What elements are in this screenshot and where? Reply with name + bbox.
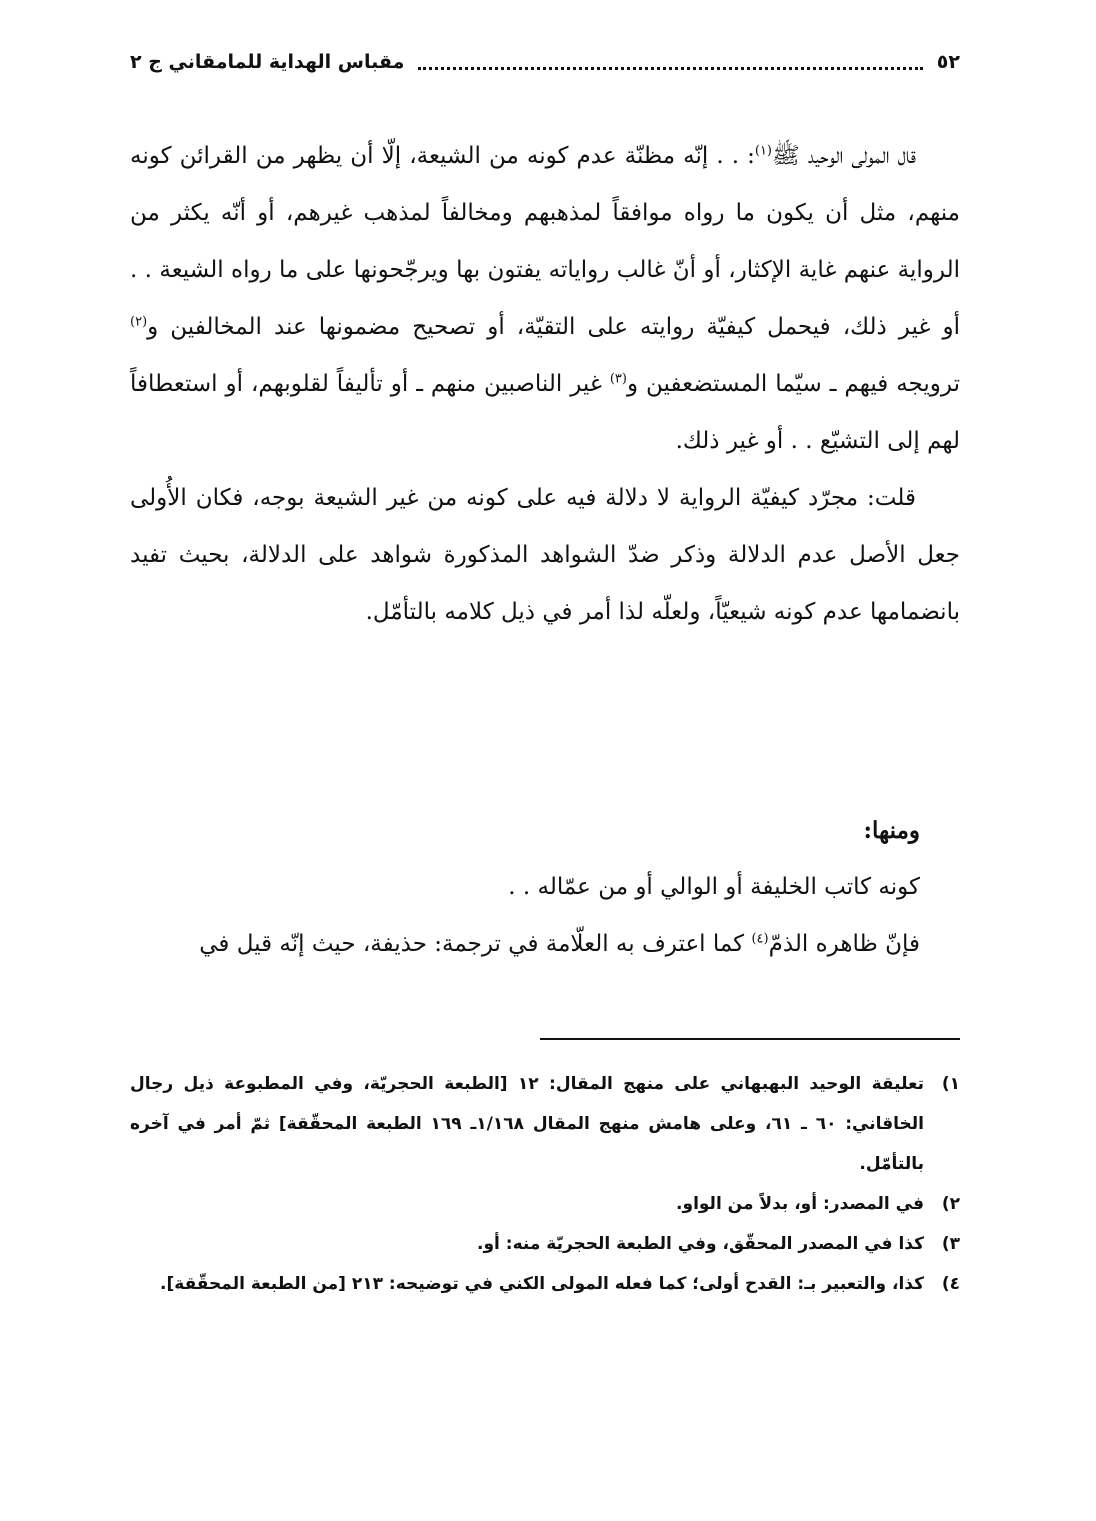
page-number: ٥٢: [936, 51, 960, 73]
paragraph-quote: [130, 128, 960, 470]
paragraph-comment: قلت: مجرّد كيفيّة الرواية لا دلالة فيه على كونه من غير الشيعة بوجه، فكان الأُولى جعل الأصل عدم الدلالة وذكر ضدّ الشواهد المذكورة شواهد على الدلالة، بحيث تفيد بانضمامها عدم كونه شيعيّاً، ولعلّه لذا أمر في ذيل كلامه بالتأمّل.: [130, 485, 960, 625]
footnote-ref[interactable]: (١): [754, 143, 772, 159]
footnote-text: كذا، والتعبير بـ: القدح أولى؛ كما فعله المولى الكني في توضيحه: ٢١٣ [من الطبعة المحقّقة].: [160, 1274, 924, 1294]
section-line: كونه كاتب الخليفة أو الوالي أو من عمّاله . .: [508, 874, 920, 900]
header-dot-leader: [418, 67, 922, 70]
footnote-item: [130, 1064, 960, 1184]
footnote-text: تعليقة الوحيد البهبهاني على منهج المقال: ١٢ [الطبعة الحجريّة، وفي المطبوعة ذيل رجال الخاقاني: ٦٠ ـ ٦١، وعلى هامش منهج المقال ١/١٦٨ـ ١٦٩ الطبعة المحقّقة] ثمّ أمر في آخره بالتأمّل.: [130, 1074, 925, 1174]
text-run: قال المولى الوحيد ﷺ: [772, 143, 916, 169]
text-run: فإنّ ظاهره الذمّ: [768, 931, 920, 957]
footnote-text: في المصدر: أو، بدلاً من الواو.: [676, 1194, 924, 1214]
text-run: غير الناصبين منهم ـ أو تأليفاً لقلوبهم، أو استعطافاً لهم إلى التشيّع . . أو غير ذلك.: [130, 371, 960, 454]
footnote-item: [130, 1264, 960, 1304]
book-title: مقباس الهداية للمامقاني ج ٢: [130, 51, 405, 73]
footnote-number: ٢): [941, 1194, 960, 1214]
footnote-item: [130, 1184, 960, 1224]
footnote-text: كذا في المصدر المحقّق، وفي الطبعة الحجريّة منه: أو.: [477, 1234, 924, 1254]
section-block: [130, 802, 960, 973]
running-header: [130, 42, 960, 82]
footnote-number: ٣): [941, 1234, 960, 1254]
section-line: [130, 916, 960, 973]
footnote-number: ١): [941, 1074, 960, 1094]
footnote-ref[interactable]: (٣): [609, 371, 627, 387]
footnote-item: [130, 1224, 960, 1264]
footnotes: [130, 1064, 960, 1304]
text-run: ترويجه فيهم ـ سيّما المستضعفين و: [626, 371, 960, 397]
text-run: : . . إنّه مظنّة عدم كونه من الشيعة، إلّا أن يظهر من القرائن كونه منهم، مثل أن يكون ما رواه موافقاً لمذهبهم ومخالفاً لمذهب غيرهم، أو أنّه يكثر من الرواية عنهم غاية الإكثار، أو أنّ غالب رواياته يفتون بها ويرجّحونها على ما رواه الشيعة . . أو غير ذلك، فيحمل كيفيّة روايته على التقيّة، أو تصحيح مضمونها عند المخالفين و: [130, 143, 960, 340]
text-run: كما اعترف به العلّامة في ترجمة: حذيفة، حيث إنّه قيل في: [199, 931, 752, 957]
footnote-number: ٤): [941, 1274, 960, 1294]
main-text: [130, 128, 960, 641]
footnote-ref[interactable]: (٢): [130, 314, 148, 330]
section-heading: ومنها:: [863, 817, 920, 844]
footnote-separator: [540, 1038, 960, 1040]
footnote-ref[interactable]: (٤): [751, 931, 769, 947]
